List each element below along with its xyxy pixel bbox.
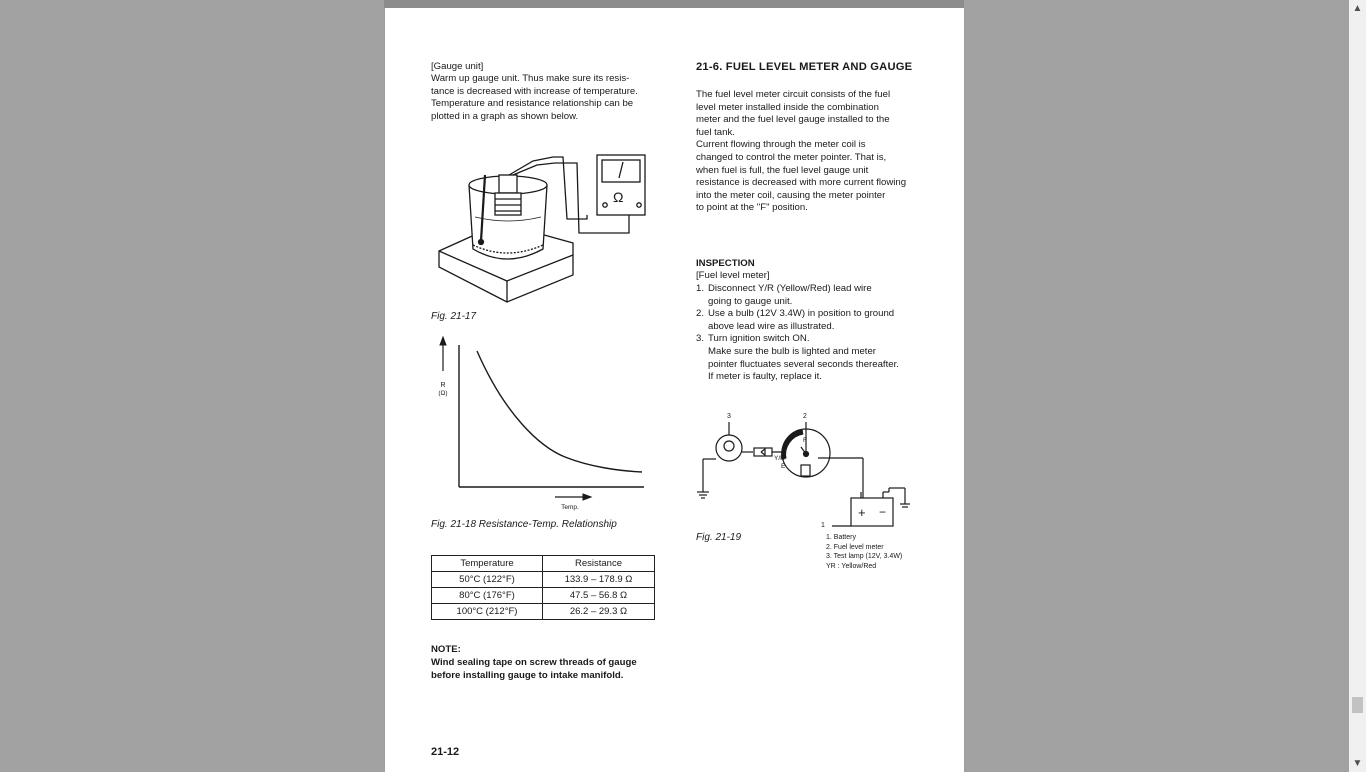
step-line: Turn ignition switch ON.	[708, 333, 810, 345]
step-line: above lead wire as illustrated.	[708, 320, 835, 332]
scroll-up-icon[interactable]: ▲	[1352, 3, 1363, 14]
list-item	[696, 333, 921, 383]
axis-temp-label: Temp.	[561, 504, 579, 511]
table-cell: 50°C (122°F)	[432, 572, 543, 588]
label-f: F	[803, 437, 807, 444]
step-line: Make sure the bulb is lighted and meter	[708, 345, 876, 357]
viewer-top-strip	[384, 0, 964, 8]
step-line: If meter is faulty, replace it.	[708, 371, 822, 383]
yr-connector	[754, 448, 772, 456]
label-3: 3	[727, 413, 731, 420]
inspection-heading: INSPECTION	[696, 258, 755, 269]
gauge-unit-heading: [Gauge unit]	[431, 61, 484, 72]
note-line: before installing gauge to intake manifold.	[431, 669, 624, 681]
intro-line: resistance is decreased with more current flowing	[696, 177, 907, 189]
table-cell: 133.9 – 178.9 Ω	[543, 572, 655, 588]
step-line: Disconnect Y/R (Yellow/Red) lead wire	[708, 283, 872, 294]
table-row	[432, 604, 655, 620]
label-2: 2	[803, 413, 807, 420]
step-line: pointer fluctuates several seconds thereafter.	[708, 358, 899, 370]
table-cell: 100°C (212°F)	[432, 604, 543, 620]
intro-line: to point at the "F" position.	[696, 202, 808, 214]
gauge-heating-illustration	[433, 145, 653, 305]
label-yr: Y/R	[774, 455, 785, 462]
fig-21-19-caption: Fig. 21-19	[696, 532, 742, 543]
axis-r-label: R	[440, 382, 446, 389]
note-line: Wind sealing tape on screw threads of gauge	[431, 657, 637, 668]
gauge-line: plotted in a graph as shown below.	[431, 110, 579, 122]
intro-line: into the meter coil, causing the meter pointer	[696, 189, 886, 201]
test-lamp	[716, 435, 742, 461]
intro-line: The fuel level meter circuit consists of the fuel	[696, 89, 891, 100]
intro-line: Current flowing through the meter coil is	[696, 139, 866, 151]
intro-line: level meter installed inside the combination	[696, 101, 879, 113]
vertical-scrollbar[interactable]	[1349, 0, 1366, 772]
fig-21-17-caption: Fig. 21-17	[431, 311, 477, 322]
intro-paragraph	[696, 89, 921, 215]
list-item	[696, 308, 921, 333]
table-row	[432, 572, 655, 588]
battery-minus: −	[879, 505, 887, 519]
step-number: 3.	[696, 333, 705, 345]
resistance-temp-graph	[435, 335, 655, 515]
legend-item: 2. Fuel level meter	[826, 543, 884, 551]
gauge-unit-paragraph	[431, 73, 655, 123]
intro-line: fuel tank.	[696, 126, 735, 138]
ohm-symbol: Ω	[613, 189, 624, 205]
note-heading: NOTE:	[431, 644, 461, 655]
table-cell: 26.2 – 29.3 Ω	[543, 604, 655, 620]
section-title: 21-6. FUEL LEVEL METER AND GAUGE	[696, 61, 913, 73]
list-item	[696, 283, 921, 308]
legend-item: 1. Battery	[826, 534, 856, 541]
resistance-curve	[477, 351, 642, 472]
fuel-meter-circuit-diagram	[693, 404, 929, 530]
gauge-line: Temperature and resistance relationship can be	[431, 98, 634, 110]
legend-item: 3. Test lamp (12V, 3.4W)	[826, 553, 903, 560]
intro-line: when fuel is full, the fuel level gauge unit	[696, 164, 869, 176]
intro-line: meter and the fuel level gauge installed to the	[696, 114, 890, 126]
note-text	[431, 657, 656, 682]
battery-plus: +	[858, 505, 866, 520]
inspection-steps	[696, 283, 921, 384]
resistance-table	[431, 555, 655, 620]
table-header-row	[432, 556, 655, 572]
axis-r-unit: (Ω)	[438, 390, 448, 397]
label-e: E	[781, 463, 786, 470]
inspection-subheading: [Fuel level meter]	[696, 270, 770, 281]
step-line: going to gauge unit.	[708, 295, 793, 307]
fig-21-18-caption: Fig. 21-18 Resistance-Temp. Relationship	[431, 519, 617, 530]
label-1: 1	[821, 522, 825, 529]
table-header-cell: Resistance	[543, 556, 655, 572]
table-cell: 80°C (176°F)	[432, 588, 543, 604]
legend-item: YR : Yellow/Red	[826, 562, 877, 570]
gauge-line: tance is decreased with increase of temperature.	[431, 85, 638, 97]
table-header-cell: Temperature	[432, 556, 543, 572]
document-page	[385, 8, 964, 772]
step-line: Use a bulb (12V 3.4W) in position to ground	[708, 308, 895, 320]
gauge-line: Warm up gauge unit. Thus make sure its resis-	[431, 73, 630, 84]
scroll-down-icon[interactable]: ▼	[1352, 758, 1363, 769]
table-cell: 47.5 – 56.8 Ω	[543, 588, 655, 604]
page-number: 21-12	[431, 746, 460, 758]
intro-line: changed to control the meter pointer. That is,	[696, 151, 887, 163]
step-number: 1.	[696, 283, 705, 294]
scrollbar-thumb[interactable]	[1352, 697, 1363, 713]
table-row	[432, 588, 655, 604]
step-number: 2.	[696, 308, 705, 320]
diagram-legend	[826, 533, 936, 571]
